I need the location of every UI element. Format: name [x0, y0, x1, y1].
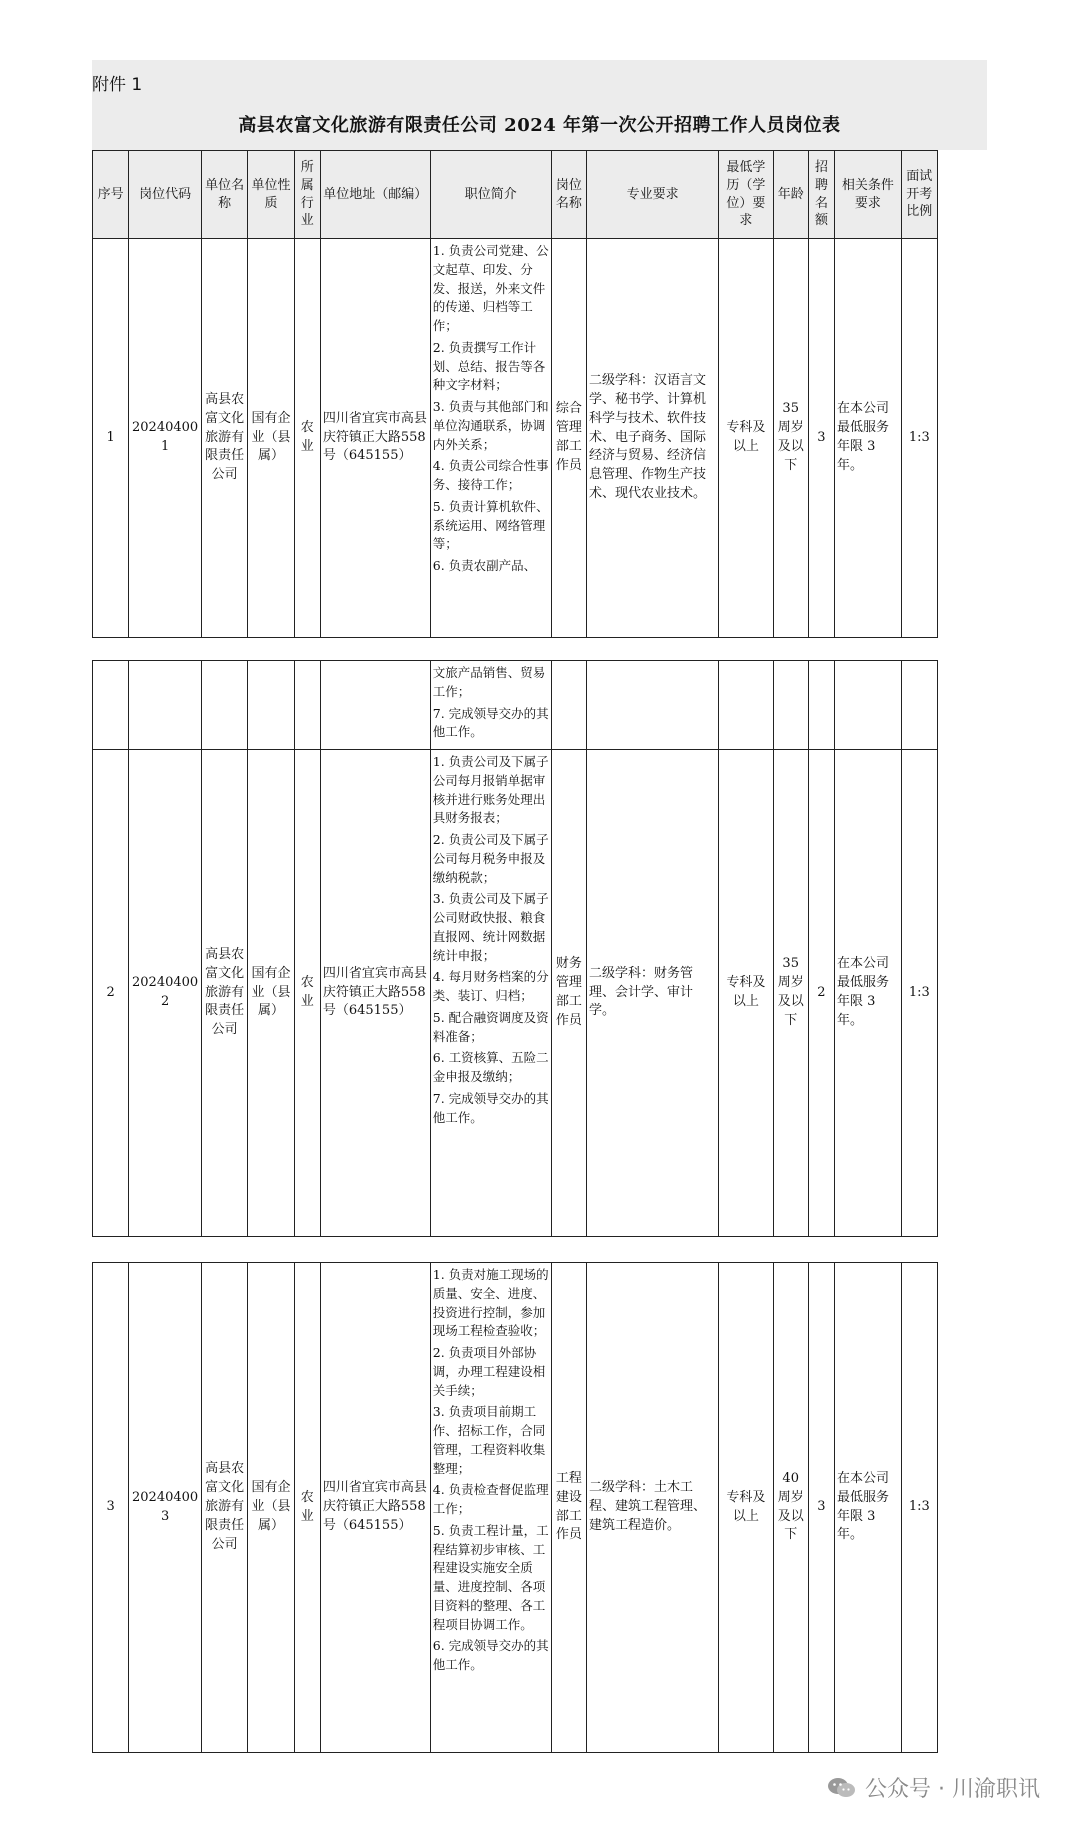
row-address: 四川省宜宾市高县庆符镇正大路558 号（645155）: [320, 750, 430, 1237]
duty-item: 1. 负责公司党建、公文起草、印发、分发、报送，外来文件的传递、归档等工作；: [432, 243, 549, 333]
duty-item: 5. 配合融资调度及资料准备；: [432, 1009, 549, 1044]
positions-table-part-2: [92, 660, 938, 1237]
col-header: 单位名称: [201, 151, 247, 239]
row-duties-continued: [430, 661, 551, 750]
col-header: 面试开考比例: [901, 151, 937, 239]
table-row: [93, 750, 938, 1237]
col-header: 年龄: [773, 151, 808, 239]
table-row: [93, 239, 938, 638]
duty-item: 4. 负责检查督促监理工作；: [432, 1482, 549, 1516]
row-no: 2: [93, 750, 129, 1237]
duty-item: 1. 负责对施工现场的质量、安全、进度、投资进行控制，参加现场工程检查验收；: [432, 1267, 549, 1339]
row-education: 专科及以上: [719, 239, 773, 638]
col-header: 职位简介: [430, 151, 551, 239]
positions-table-part-3: [92, 1262, 938, 1753]
row-position: 综合管理部工作员: [551, 239, 586, 638]
row-no: 3: [93, 1263, 129, 1753]
watermark: [827, 1772, 1040, 1803]
row-major: 二级学科：土木工程、建筑工程管理、建筑工程造价。: [587, 1263, 719, 1753]
duty-item: 7. 完成领导交办的其他工作。: [432, 705, 549, 740]
col-header: 相关条件要求: [835, 151, 902, 239]
row-age: 35 周岁及以下: [773, 239, 808, 638]
row-unit-name: 高县农富文化旅游有限责任公司: [201, 1263, 247, 1753]
duty-item: 3. 负责项目前期工作、招标工作，合同管理，工程资料收集整理；: [432, 1404, 546, 1476]
row-code: 202404002: [129, 750, 202, 1237]
duty-item: 3. 负责与其他部门和单位沟通联系，协调内外关系；: [432, 399, 549, 452]
watermark-text: 公众号 · 川渝职讯: [865, 1777, 1040, 1802]
attachment-label: 附件 1: [92, 75, 143, 95]
duty-item: 3. 负责公司及下属子公司财政快报、粮食直报网、统计网数据统计申报；: [432, 891, 549, 963]
col-header: 单位地址（邮编）: [320, 151, 430, 239]
duty-item: 文旅产品销售、贸易工作；: [432, 665, 546, 699]
row-major: 二级学科：汉语言文学、秘书学、计算机科学与技术、软件技术、电子商务、国际经济与贸易、经济信息管理、作物生产技术、现代农业技术。: [587, 239, 719, 638]
row-age: 35 周岁及以下: [773, 750, 808, 1237]
duty-item: 2. 负责公司及下属子公司每月税务申报及缴纳税款；: [432, 832, 549, 885]
row-conditions: 在本公司最低服务年限 3 年。: [835, 750, 902, 1237]
table-row: [93, 1263, 938, 1753]
row-quota: 3: [808, 1263, 834, 1753]
row-industry: 农业: [294, 239, 320, 638]
row-conditions: 在本公司最低服务年限 3 年。: [835, 239, 902, 638]
row-address: 四川省宜宾市高县庆符镇正大路558 号（645155）: [320, 239, 430, 638]
duty-item: 2. 负责项目外部协调，办理工程建设相关手续；: [432, 1345, 546, 1398]
row-ratio: 1:3: [901, 1263, 937, 1753]
row-unit-nature: 国有企业（县属）: [248, 1263, 294, 1753]
row-unit-nature: 国有企业（县属）: [248, 239, 294, 638]
duty-item: 7. 完成领导交办的其他工作。: [432, 1090, 549, 1125]
col-header: 最低学历（学位）要求: [719, 151, 773, 239]
col-header: 岗位名称: [551, 151, 586, 239]
row-quota: 2: [808, 750, 834, 1237]
row-major: 二级学科：财务管理、会计学、审计学。: [587, 750, 719, 1237]
row-position: 财务管理部工作员: [551, 750, 586, 1237]
row-quota: 3: [808, 239, 834, 638]
row-ratio: 1:3: [901, 239, 937, 638]
duty-item: 6. 工资核算、五险二金申报及缴纳；: [432, 1050, 549, 1084]
col-header: 单位性质: [248, 151, 294, 239]
row-unit-name: 高县农富文化旅游有限责任公司: [201, 750, 247, 1237]
row-education: 专科及以上: [719, 750, 773, 1237]
row-no: 1: [93, 239, 129, 638]
duty-item: 6. 完成领导交办的其他工作。: [432, 1638, 549, 1672]
row-duties: [430, 750, 551, 1237]
duty-item: 4. 每月财务档案的分类、装订、归档；: [432, 969, 549, 1003]
col-header: 序号: [93, 151, 129, 239]
duty-item: 1. 负责公司及下属子公司每月报销单据审核并进行账务处理出具财务报表；: [432, 754, 549, 826]
col-header: 岗位代码: [129, 151, 202, 239]
row-industry: 农业: [294, 1263, 320, 1753]
row-position: 工程建设部工作员: [551, 1263, 586, 1753]
row-ratio: 1:3: [901, 750, 937, 1237]
duty-item: 2. 负责撰写工作计划、总结、报告等各种文字材料；: [432, 339, 546, 393]
duty-item: 5. 负责工程计量，工程结算初步审核、工程建设实施安全质量、进度控制、各项目资料的整理、各工程项目协调工作。: [432, 1522, 549, 1632]
wechat-icon: [827, 1776, 857, 1800]
row-code: 202404001: [129, 239, 202, 638]
row-unit-nature: 国有企业（县属）: [248, 750, 294, 1237]
col-header: 所属行业: [294, 151, 320, 239]
row-education: 专科及以上: [719, 1263, 773, 1753]
duty-item: 5. 负责计算机软件、系统运用、网络管理等；: [432, 498, 549, 552]
duty-item: 6. 负责农副产品、: [432, 558, 537, 573]
row-unit-name: 高县农富文化旅游有限责任公司: [201, 239, 247, 638]
page-title: 高县农富文化旅游有限责任公司 2024 年第一次公开招聘工作人员岗位表: [238, 115, 841, 136]
row-duties: [430, 239, 551, 638]
row-conditions: 在本公司最低服务年限 3 年。: [835, 1263, 902, 1753]
row-address: 四川省宜宾市高县庆符镇正大路558 号（645155）: [320, 1263, 430, 1753]
col-header: 招聘名额: [808, 151, 834, 239]
row-duties: [430, 1263, 551, 1753]
positions-table-part-1: [92, 150, 938, 638]
table-row-continuation: [93, 661, 938, 750]
row-code: 202404003: [129, 1263, 202, 1753]
row-industry: 农业: [294, 750, 320, 1237]
table-header-row: [93, 151, 938, 239]
duty-item: 4. 负责公司综合性事务、接待工作；: [432, 458, 549, 492]
row-age: 40 周岁及以下: [773, 1263, 808, 1753]
col-header: 专业要求: [587, 151, 719, 239]
